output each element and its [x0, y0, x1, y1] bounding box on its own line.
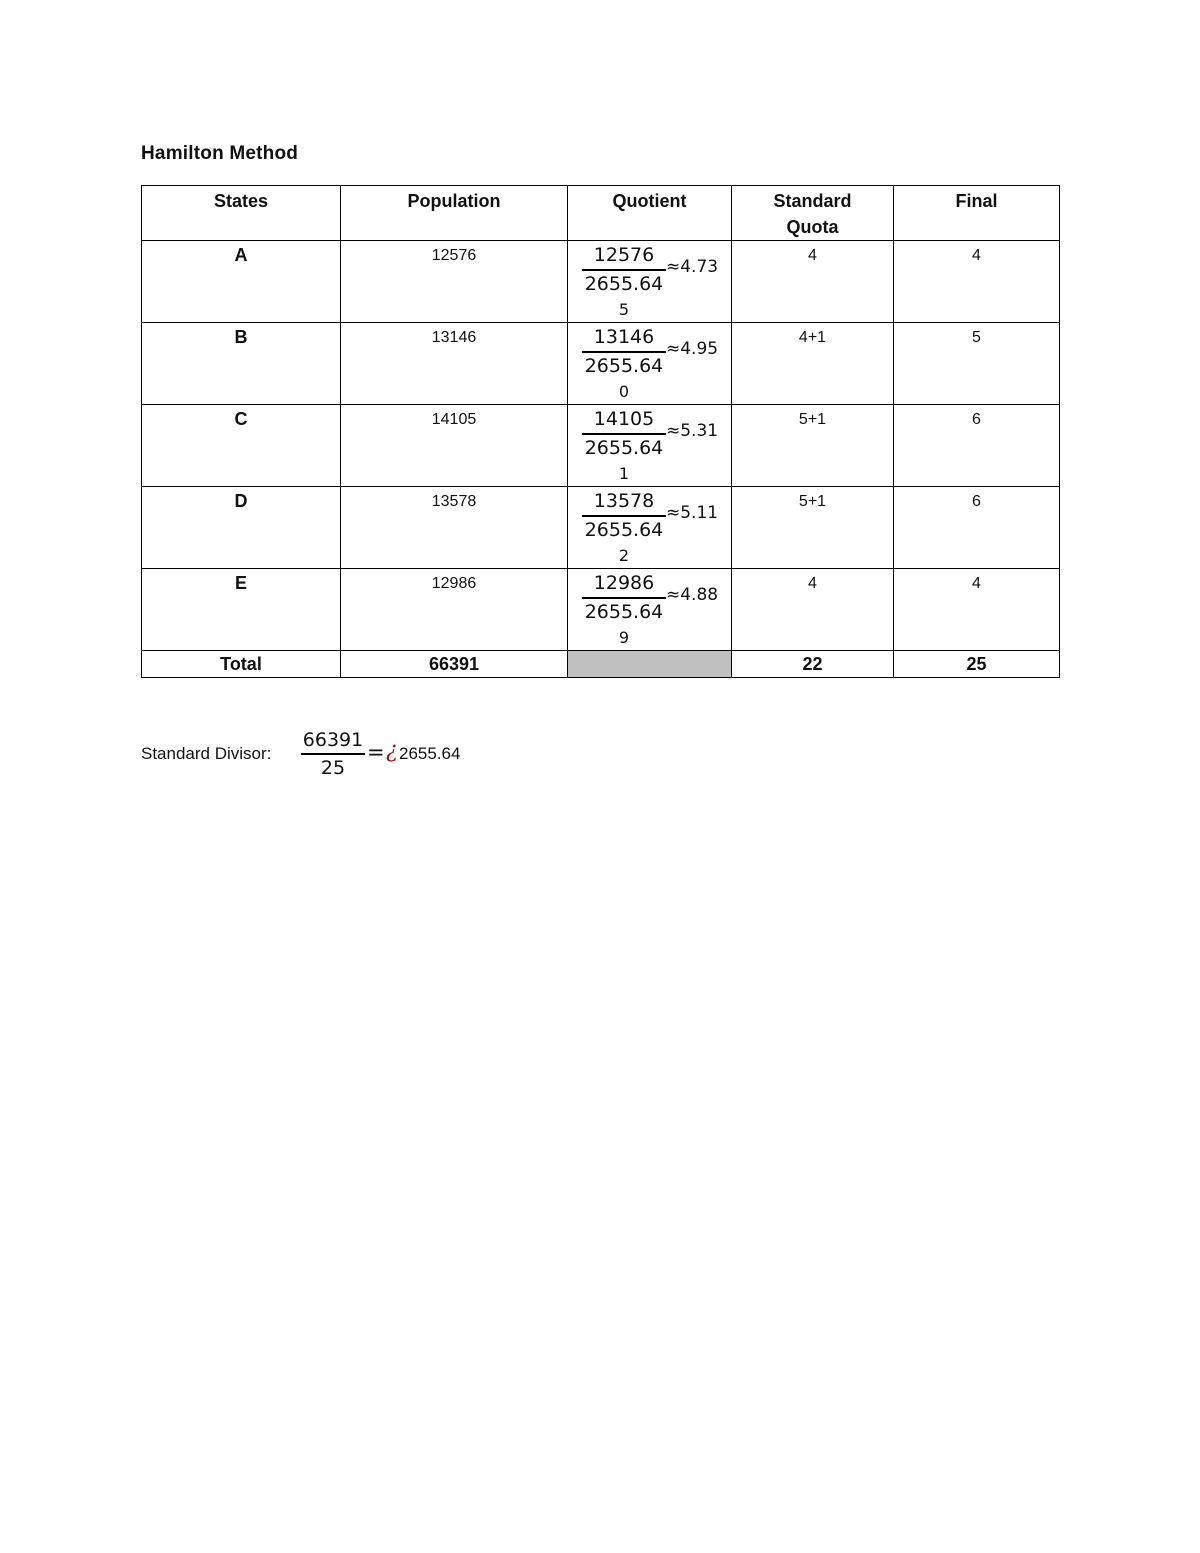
- total-label: Total: [142, 651, 341, 678]
- total-final: 25: [894, 651, 1060, 678]
- final-cell: 6: [894, 405, 1060, 487]
- standard-divisor-value: 2655.64: [399, 744, 461, 763]
- standard-quota-cell: 4: [732, 569, 894, 651]
- quotient-extra-digit: 9: [618, 628, 630, 647]
- state-cell: C: [142, 405, 341, 487]
- quotient-numerator: 14105: [582, 407, 666, 435]
- total-population: 66391: [341, 651, 568, 678]
- state-cell: E: [142, 569, 341, 651]
- quotient-fraction: [582, 407, 666, 487]
- quotient-denominator: 2655.64: [584, 273, 664, 295]
- population-cell: 12576: [341, 241, 568, 323]
- standard-divisor-fraction: [301, 728, 365, 781]
- quotient-extra-digit: 5: [618, 300, 630, 319]
- quotient-approx: ≈5.31: [666, 421, 719, 441]
- quotient-extra-digit: 1: [618, 464, 630, 483]
- quotient-extra-digit: 0: [618, 382, 630, 401]
- quotient-cell: [568, 241, 732, 323]
- quotient-numerator: 12576: [582, 243, 666, 271]
- table-header-row: [142, 186, 1060, 241]
- page-title: Hamilton Method: [141, 143, 299, 164]
- total-standard-quota: 22: [732, 651, 894, 678]
- table-row: [142, 405, 1060, 487]
- population-cell: 13146: [341, 323, 568, 405]
- table-row: [142, 487, 1060, 569]
- standard-divisor-numerator: 66391: [301, 728, 365, 755]
- equals-sign: =: [367, 740, 385, 764]
- header-standard-quota-line2: Quota: [786, 217, 839, 237]
- quotient-approx: ≈4.73: [666, 257, 719, 277]
- quotient-cell: [568, 405, 732, 487]
- quotient-fraction: [582, 571, 666, 651]
- quotient-cell: [568, 569, 732, 651]
- population-cell: 13578: [341, 487, 568, 569]
- hamilton-table: [141, 185, 1060, 678]
- table-row: [142, 569, 1060, 651]
- quotient-denominator: 2655.64: [584, 601, 664, 623]
- quotient-cell: [568, 487, 732, 569]
- quotient-numerator: 13146: [582, 325, 666, 353]
- quotient-fraction: [582, 325, 666, 405]
- quotient-cell: [568, 323, 732, 405]
- state-cell: D: [142, 487, 341, 569]
- quotient-numerator: 12986: [582, 571, 666, 599]
- standard-quota-cell: 5+1: [732, 487, 894, 569]
- table-row: [142, 323, 1060, 405]
- standard-quota-cell: 4+1: [732, 323, 894, 405]
- standard-quota-cell: 5+1: [732, 405, 894, 487]
- quotient-fraction: [582, 243, 666, 323]
- population-cell: 14105: [341, 405, 568, 487]
- quotient-denominator: 2655.64: [584, 355, 664, 377]
- quotient-fraction: [582, 489, 666, 569]
- quotient-approx: ≈4.95: [666, 339, 719, 359]
- standard-divisor-denominator: 25: [320, 757, 346, 779]
- quotient-denominator: 2655.64: [584, 437, 664, 459]
- table-row: [142, 241, 1060, 323]
- population-cell: 12986: [341, 569, 568, 651]
- header-population: Population: [341, 186, 568, 241]
- final-cell: 5: [894, 323, 1060, 405]
- final-cell: 4: [894, 569, 1060, 651]
- state-cell: A: [142, 241, 341, 323]
- quotient-denominator: 2655.64: [584, 519, 664, 541]
- final-cell: 6: [894, 487, 1060, 569]
- quotient-numerator: 13578: [582, 489, 666, 517]
- final-cell: 4: [894, 241, 1060, 323]
- total-row: [142, 651, 1060, 678]
- standard-quota-cell: 4: [732, 241, 894, 323]
- inverted-question-glyph: ¿: [386, 738, 398, 763]
- state-cell: B: [142, 323, 341, 405]
- header-standard-quota: [732, 186, 894, 241]
- header-standard-quota-line1: Standard: [773, 191, 852, 211]
- total-quotient-shaded-cell: [568, 651, 732, 678]
- header-states: States: [142, 186, 341, 241]
- quotient-approx: ≈5.11: [666, 503, 719, 523]
- header-quotient: Quotient: [568, 186, 732, 241]
- quotient-extra-digit: 2: [618, 546, 630, 565]
- quotient-approx: ≈4.88: [666, 585, 719, 605]
- standard-divisor-label: Standard Divisor:: [141, 744, 272, 763]
- header-final: Final: [894, 186, 1060, 241]
